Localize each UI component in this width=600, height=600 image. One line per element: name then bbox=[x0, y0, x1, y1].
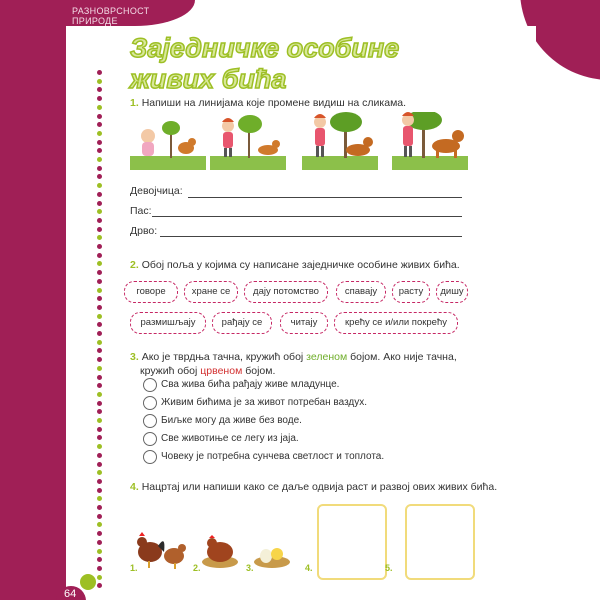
illustration-baby-puppy-sapling bbox=[130, 112, 206, 170]
answer-circle[interactable] bbox=[143, 450, 157, 464]
margin-dot bbox=[97, 514, 102, 519]
margin-dot bbox=[97, 444, 102, 449]
option-chip[interactable]: спавају bbox=[336, 281, 386, 303]
margin-dot bbox=[97, 253, 102, 258]
option-chip[interactable]: говоре bbox=[124, 281, 178, 303]
margin-dot bbox=[97, 566, 102, 571]
margin-dot bbox=[97, 531, 102, 536]
answer-circle[interactable] bbox=[143, 396, 157, 410]
margin-dot bbox=[97, 148, 102, 153]
margin-dot bbox=[97, 279, 102, 284]
statement-3: Биљке могу да живе без воде. bbox=[161, 415, 302, 426]
illustration-chick-in-nest bbox=[252, 540, 292, 570]
margin-dot bbox=[97, 348, 102, 353]
task-3-green-word: зеленом bbox=[306, 351, 348, 363]
statement-1: Сва жива бића рађају живе младунце. bbox=[161, 379, 340, 390]
margin-dot bbox=[97, 227, 102, 232]
page-title bbox=[130, 33, 399, 95]
margin-dot bbox=[97, 192, 102, 197]
margin-dot bbox=[97, 505, 102, 510]
margin-dot bbox=[97, 575, 102, 580]
margin-dot bbox=[97, 470, 102, 475]
margin-dot bbox=[97, 96, 102, 101]
title-line-1: Заједничке особине bbox=[130, 33, 400, 63]
option-chip[interactable]: дишу bbox=[436, 281, 468, 303]
left-margin-band bbox=[0, 0, 66, 600]
task-3-number: 3. bbox=[130, 351, 139, 363]
margin-dot bbox=[97, 375, 102, 380]
margin-dot bbox=[97, 261, 102, 266]
margin-dot bbox=[97, 409, 102, 414]
dog-label: Пас: bbox=[130, 205, 152, 217]
section-banner bbox=[0, 0, 195, 26]
margin-dot bbox=[97, 79, 102, 84]
task-3-text-a: Ако је тврдња тачна, кружић обој bbox=[141, 351, 304, 363]
task-4-text: Нацртај или напиши како се даље одвија раст и развој ових живих бића. bbox=[141, 481, 498, 493]
illustration-girl-dog-tree bbox=[302, 112, 378, 170]
margin-dot bbox=[97, 462, 102, 467]
task-3-text-d: бојом. bbox=[245, 365, 276, 377]
margin-dot bbox=[97, 270, 102, 275]
margin-dot bbox=[97, 549, 102, 554]
task-3-instruction bbox=[130, 350, 480, 378]
task-1-text: Напиши на линијама које промене видиш на сликама. bbox=[141, 97, 407, 109]
margin-dot bbox=[97, 583, 102, 588]
margin-dot bbox=[97, 557, 102, 562]
margin-dot bbox=[97, 314, 102, 319]
margin-dot bbox=[97, 288, 102, 293]
margin-dot bbox=[97, 479, 102, 484]
task-2-instruction bbox=[130, 259, 460, 271]
margin-dot bbox=[97, 201, 102, 206]
margin-dot bbox=[97, 131, 102, 136]
margin-dot bbox=[97, 331, 102, 336]
margin-dot bbox=[97, 157, 102, 162]
illustration-hen-on-nest bbox=[200, 534, 240, 570]
option-chip[interactable]: читају bbox=[280, 312, 328, 334]
margin-dot bbox=[97, 122, 102, 127]
margin-dot bbox=[97, 87, 102, 92]
step-label: 2. bbox=[193, 563, 201, 573]
margin-dot bbox=[97, 174, 102, 179]
margin-dot bbox=[97, 70, 102, 75]
option-chip[interactable]: расту bbox=[392, 281, 430, 303]
task-3-red-word: црвеном bbox=[200, 365, 243, 377]
illustration-rooster-and-hen bbox=[132, 530, 190, 570]
title-line-2: живих бића bbox=[130, 64, 287, 94]
task-4-instruction bbox=[130, 481, 497, 493]
task-3-text-b: бојом. Ако није тачна, bbox=[350, 351, 457, 363]
margin-dot bbox=[97, 322, 102, 327]
step-label: 1. bbox=[130, 563, 138, 573]
answer-circle[interactable] bbox=[143, 378, 157, 392]
margin-dot bbox=[97, 296, 102, 301]
dog-answer-line[interactable] bbox=[152, 216, 462, 217]
task-2-text: Обој поља у којима су написане заједничке особине живих бића. bbox=[141, 259, 460, 271]
section-label: РАЗНОВРСНОСТ ПРИРОДЕ bbox=[72, 6, 150, 26]
margin-dot bbox=[97, 496, 102, 501]
step-label: 5. bbox=[385, 563, 393, 573]
margin-dot bbox=[97, 540, 102, 545]
option-chip[interactable]: дају потомство bbox=[244, 281, 328, 303]
step-label: 3. bbox=[246, 563, 254, 573]
statement-2: Живим бићима је за живот потребан ваздух. bbox=[161, 397, 368, 408]
option-chip[interactable]: крећу се и/или покрећу bbox=[334, 312, 458, 334]
tree-label: Дрво: bbox=[130, 225, 158, 237]
answer-circle[interactable] bbox=[143, 432, 157, 446]
drawing-box-4[interactable] bbox=[317, 504, 387, 580]
illustration-girl-dog-small-tree bbox=[210, 112, 286, 170]
step-label: 4. bbox=[305, 563, 313, 573]
margin-dot bbox=[97, 522, 102, 527]
page-number: 64 bbox=[64, 588, 77, 600]
margin-dot bbox=[97, 383, 102, 388]
margin-dot bbox=[97, 418, 102, 423]
task-4-number: 4. bbox=[130, 481, 139, 493]
statement-4: Све животиње се легу из јаја. bbox=[161, 433, 299, 444]
margin-dot bbox=[97, 392, 102, 397]
drawing-box-5[interactable] bbox=[405, 504, 475, 580]
girl-label: Девојчица: bbox=[130, 185, 183, 197]
margin-dot bbox=[97, 366, 102, 371]
margin-dot bbox=[97, 218, 102, 223]
task-1-number: 1. bbox=[130, 97, 139, 109]
tree-answer-line[interactable] bbox=[160, 236, 462, 237]
margin-dot bbox=[97, 427, 102, 432]
margin-dot bbox=[97, 488, 102, 493]
girl-answer-row bbox=[130, 185, 183, 197]
margin-dot bbox=[97, 105, 102, 110]
margin-dot bbox=[97, 357, 102, 362]
margin-dot bbox=[97, 114, 102, 119]
margin-dot bbox=[97, 183, 102, 188]
dotted-margin-decoration bbox=[97, 70, 105, 590]
page-corner-dot bbox=[80, 574, 96, 590]
margin-dot bbox=[97, 340, 102, 345]
option-chip[interactable]: хране се bbox=[184, 281, 238, 303]
margin-dot bbox=[97, 166, 102, 171]
margin-dot bbox=[97, 140, 102, 145]
dog-answer-row bbox=[130, 205, 152, 217]
option-chip[interactable]: размишљају bbox=[130, 312, 206, 334]
statement-5: Човеку је потребна сунчева светлост и топлота. bbox=[161, 451, 385, 462]
margin-dot bbox=[97, 453, 102, 458]
option-chip[interactable]: рађају се bbox=[212, 312, 272, 334]
margin-dot bbox=[97, 209, 102, 214]
margin-dot bbox=[97, 235, 102, 240]
margin-dot bbox=[97, 401, 102, 406]
tree-answer-row bbox=[130, 225, 157, 237]
margin-dot bbox=[97, 244, 102, 249]
margin-dot bbox=[97, 435, 102, 440]
answer-circle[interactable] bbox=[143, 414, 157, 428]
task-3-text-c: кружић обој bbox=[140, 365, 198, 377]
margin-dot bbox=[97, 305, 102, 310]
girl-answer-line[interactable] bbox=[188, 197, 462, 198]
task-2-number: 2. bbox=[130, 259, 139, 271]
illustration-older-girl-big-dog-big-tree bbox=[392, 112, 468, 170]
task-1-instruction bbox=[130, 97, 406, 109]
